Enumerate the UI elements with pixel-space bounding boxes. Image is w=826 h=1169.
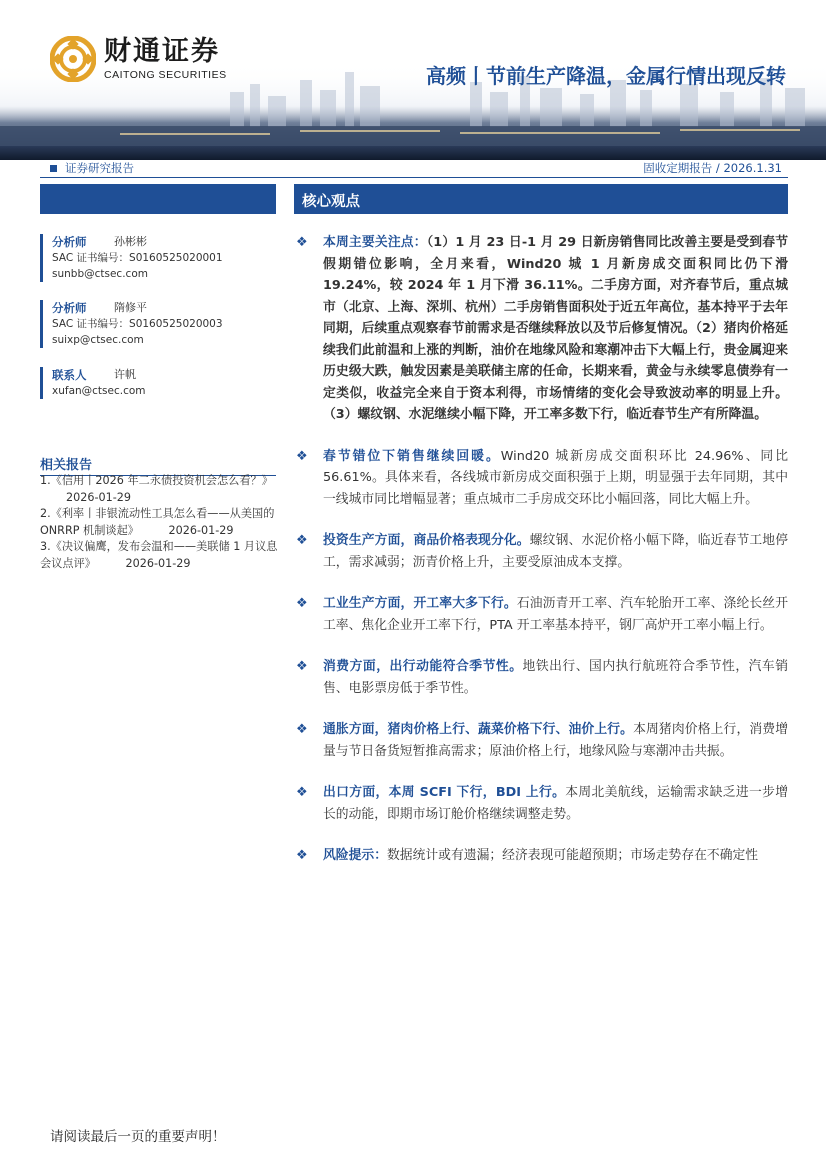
report-date-label: 固收定期报告 / 2026.1.31 bbox=[643, 161, 782, 175]
point-text: 本周北美航线，运输需求缺乏进一步增长的动能，即期市场订舱价格继续调整走势。 bbox=[323, 785, 788, 822]
diamond-bullet-icon: ❖ bbox=[296, 848, 308, 863]
core-point-item bbox=[294, 593, 788, 636]
diamond-bullet-icon: ❖ bbox=[296, 448, 308, 464]
diamond-bullet-icon: ❖ bbox=[296, 235, 308, 250]
core-view-header bbox=[294, 184, 788, 214]
report-type-bar bbox=[40, 158, 788, 178]
analyst-name: 隋修平 bbox=[114, 301, 147, 314]
point-text: 地铁出行、国内执行航班符合季节性，汽车销售、电影票房低于季节性。 bbox=[323, 659, 789, 696]
company-logo bbox=[50, 36, 227, 82]
point-text: 本周猪肉价格上行，消费增量与节日备货短暂推高需求；原油价格上行，地缘风险与寒潮冲击共振。 bbox=[323, 722, 789, 759]
diamond-bullet-icon: ❖ bbox=[296, 722, 308, 737]
core-point-item bbox=[294, 530, 788, 573]
core-point-item bbox=[294, 232, 788, 426]
analyst-card bbox=[40, 234, 276, 282]
related-report-item[interactable] bbox=[40, 506, 280, 539]
related-report-date: 2026-01-29 bbox=[66, 490, 132, 504]
core-point-item bbox=[294, 656, 788, 699]
logo-english-name: CAITONG SECURITIES bbox=[104, 69, 227, 81]
analyst-role: 分析师 bbox=[52, 235, 87, 249]
report-category-label: 证券研究报告 bbox=[65, 161, 134, 175]
related-report-date: 2026-01-29 bbox=[125, 556, 191, 570]
point-heading: 出口方面，本周 SCFI 下行，BDI 上行。 bbox=[323, 785, 566, 800]
point-heading: 本周主要关注点： bbox=[323, 235, 427, 250]
contact-role: 联系人 bbox=[52, 368, 87, 382]
analyst-email[interactable]: sunbb@ctsec.com bbox=[52, 268, 148, 280]
point-heading: 春节错位下销售继续回暖。 bbox=[323, 448, 501, 464]
point-heading: 工业生产方面，开工率大多下行。 bbox=[323, 596, 517, 611]
related-reports-title: 相关报告 bbox=[40, 454, 276, 476]
point-text: 数据统计或有遗漏；经济表现可能超预期；市场走势存在不确定性 bbox=[386, 848, 759, 863]
contact-email[interactable]: xufan@ctsec.com bbox=[52, 385, 146, 397]
report-title: 高频丨节前生产降温，金属行情出现反转 bbox=[426, 64, 786, 88]
analyst-card bbox=[40, 300, 276, 348]
analyst-sac-number: SAC 证书编号：S0160525020001 bbox=[52, 252, 223, 264]
core-point-item bbox=[294, 845, 788, 867]
logo-chinese-name: 财通证券 bbox=[104, 36, 220, 67]
report-category bbox=[50, 160, 134, 176]
disclaimer-note: 请阅读最后一页的重要声明！ bbox=[50, 1129, 226, 1145]
square-bullet-icon bbox=[50, 165, 57, 172]
diamond-bullet-icon: ❖ bbox=[296, 785, 308, 800]
related-report-title[interactable]: 1.《信用丨2026 年二永债投资机会怎么看？》 bbox=[40, 474, 273, 487]
sidebar-header-bar bbox=[40, 184, 276, 214]
related-report-item[interactable] bbox=[40, 539, 280, 572]
point-text: Wind20 城新房成交面积环比 24.96%、同比 56.61%。具体来看，各线城市新房成交面积强于上期，明显强于去年同期，其中一线城市同比增幅显著；重点城市二手房成交环比小幅回落，同比大幅上升。 bbox=[323, 448, 789, 507]
core-view-title: 核心观点 bbox=[302, 194, 360, 210]
caitong-logo-icon bbox=[50, 36, 96, 82]
contact-card bbox=[40, 367, 276, 399]
core-point-item bbox=[294, 446, 788, 511]
point-bold-text: （1）1 月 23 日-1 月 29 日新房销售同比改善主要是受到春节假期错位影响，全月来看，Wind20 城 1 月新房成交面积同比仍下滑 19.24%，较 2024 年 1 月下滑 36.11%。二手房方面，对齐春节后，重点城市（北京、上海、深圳、杭州）二手房销售面积处于近五年高位，基本持平于去年同期，后续重点观察春节前需求是否继续释放以及节后修复情况。（2）猪肉价格延续我们此前温和上涨的判断，油价在地缘风险和寒潮冲击下大幅上行，贵金属迎来历史级大跌，触发因素是美联储主席的任命，长期来看，黄金与永续零息债券有一定类似，收益完全来自于资本利得，市场情绪的变化会导致波动率的明显上升。（3）螺纹钢、水泥继续小幅下降，开工率多数下行，临近春节生产有所降温。 bbox=[323, 235, 788, 422]
diamond-bullet-icon: ❖ bbox=[296, 659, 308, 674]
diamond-bullet-icon: ❖ bbox=[296, 596, 308, 611]
point-text: 螺纹钢、水泥价格小幅下降，临近春节工地停工，需求减弱；沥青价格上升，主要受原油成本支撑。 bbox=[323, 533, 789, 570]
related-report-date: 2026-01-29 bbox=[168, 523, 234, 537]
analyst-name: 孙彬彬 bbox=[114, 235, 147, 248]
diamond-bullet-icon: ❖ bbox=[296, 533, 308, 548]
core-point-item bbox=[294, 782, 788, 825]
related-reports-list bbox=[40, 473, 280, 572]
report-header bbox=[0, 0, 826, 160]
analyst-email[interactable]: suixp@ctsec.com bbox=[52, 334, 144, 346]
core-point-item bbox=[294, 719, 788, 762]
related-report-title[interactable]: 2.《利率丨非银流动性工具怎么看——从美国的 ONRRP 机制谈起》 bbox=[40, 507, 275, 537]
point-heading: 通胀方面，猪肉价格上行、蔬菜价格下行、油价上行。 bbox=[323, 722, 634, 737]
related-report-item[interactable] bbox=[40, 473, 280, 506]
point-heading: 投资生产方面，商品价格表现分化。 bbox=[323, 533, 530, 548]
related-report-title[interactable]: 3.《决议偏鹰，发布会温和——美联储 1 月议息会议点评》 bbox=[40, 540, 278, 570]
point-heading: 消费方面，出行动能符合季节性。 bbox=[323, 659, 523, 674]
analyst-role: 分析师 bbox=[52, 301, 87, 315]
point-heading: 风险提示： bbox=[323, 848, 387, 863]
core-points-list bbox=[294, 232, 788, 867]
contact-name: 许帆 bbox=[114, 368, 136, 381]
analyst-sac-number: SAC 证书编号：S0160525020003 bbox=[52, 318, 223, 330]
point-text: 石油沥青开工率、汽车轮胎开工率、涤纶长丝开工率、焦化企业开工率下行，PTA 开工率基本持平，钢厂高炉开工率小幅上行。 bbox=[323, 596, 789, 633]
